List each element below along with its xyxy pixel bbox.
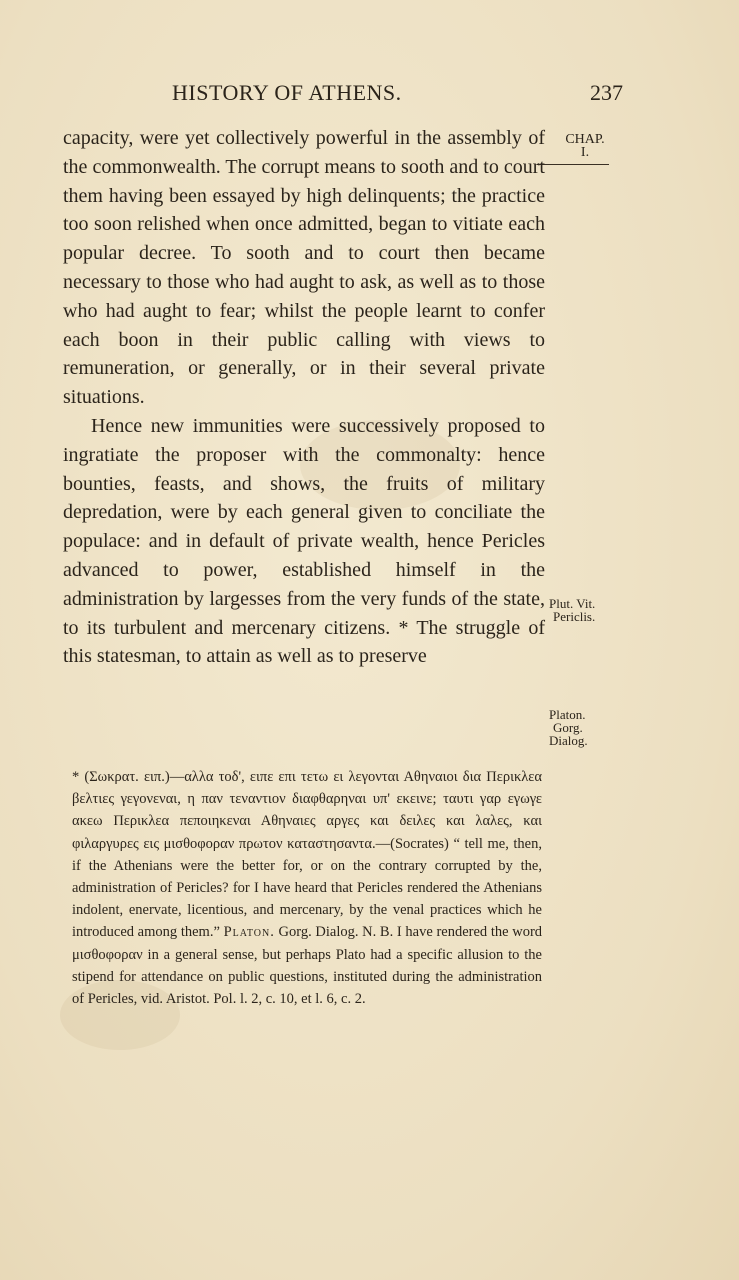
margin-chap-number: I. [580, 145, 590, 160]
margin-note-line: Platon. [549, 707, 586, 722]
paragraph-2: Hence new immunities were successively proposed to ingratiate the proposer with the commonalty: hence bounties, feasts, and shows, the fruits of military depredation, were by each general given to conciliate the populace: and in default of private wealth, hence Pericles advanced to power, established himself in the administration by largesses from the very funds of the state, to its turbulent and mercenary citizens. * The struggle of this statesman, to attain as well as to preserve [63, 414, 545, 668]
running-head: HISTORY OF ATHENS. [172, 80, 402, 105]
footnote-quote: “ tell me, then, if the Athenians were the better for, or on the contrary corrupted by the, administration of Pericles? for I have heard that Pericles rendered the Athenians indolent, enervate, licentious, and mercenary, by the venal practices which he introduced among them.” [72, 835, 542, 941]
footnote-citation: Gorg. Dialog. N. B. I have rendered the word μισθοφοραν in a general sense, but perhaps Plato had a specific allusion to the stipend for attendance on public questions, instituted during the administration of Pericles, vid. Aristot. Pol. l. 2, c. 10, et l. 6, c. 2. [72, 924, 543, 1008]
main-text [63, 124, 545, 671]
margin-note-line: Periclis. [553, 609, 596, 624]
margin-note-line: Dialog. [549, 733, 588, 748]
margin-note-line: Gorg. [553, 720, 583, 735]
margin-note-plato [549, 708, 629, 747]
footnote-speaker: (Socrates) [390, 835, 449, 852]
margin-chapter-note [555, 133, 615, 165]
page-number: 237 [590, 80, 623, 105]
margin-note-plutarch [549, 597, 629, 623]
footnote-greek: * (Σωκρατ. ειπ.)—αλλα τοδ', ειπε επι τετω ει λεγονται Αθηναιοι δια Περικλεα βελτιες γεγονεναι, η παν τεναντιον διαφθαρηναι υπ' εκεινε; ταυτι γαρ εγωγε ακεω Περικλεα πεποιηκεναι Αθηναιες αργες και δειλες και λαλες, και φιλαργυρες εις μισθοφοραν πρωτον καταστησαντα. [72, 769, 542, 852]
margin-note-line: Plut. Vit. [549, 596, 596, 611]
footnote-citation-author: Platon. [223, 924, 275, 941]
margin-chap-label: CHAP. [565, 132, 605, 147]
paragraph-1: capacity, were yet collectively powerful in the assembly of the commonwealth. The corrupt means to sooth and to court them having been essayed by high delinquents; the practice too soon relished when once admitted, began to vitiate each popular decree. To sooth and to court then became necessary to those who had aught to ask, as well as to those who had aught to fear; whilst the people learnt to confer each boon in their public calling with views to remuneration, or generally, or in their several private situations. [63, 127, 545, 409]
footnote: * (Σωκρατ. ειπ.)—αλλα τοδ', ειπε επι τετω ει λεγονται Αθηναιοι δια Περικλεα βελτιες γεγονεναι, η παν τεναντιον διαφθαρηναι υπ' εκεινε; ταυτι γαρ εγωγε ακεω Περικλεα πεποιηκεναι Αθηναιες αργες και δειλες και λαλες, και φιλαργυρες εις μισθοφοραν πρωτον καταστησαντα.—(Socrates) “ tell me, then, if the Athenians were the better for, or on the contrary corrupted by the, administration of Pericles? for I have heard that Pericles rendered the Athenians indolent, enervate, licentious, and mercenary, by the venal practices which he introduced among them.” Platon. Gorg. Dialog. N. B. I have rendered the word μισθοφοραν in a general sense, but perhaps Plato had a specific allusion to the stipend for attendance on public questions, instituted during the administration of Pericles, vid. Aristot. Pol. l. 2, c. 10, et l. 6, c. 2. [72, 769, 543, 1008]
margin-rule [537, 164, 609, 165]
